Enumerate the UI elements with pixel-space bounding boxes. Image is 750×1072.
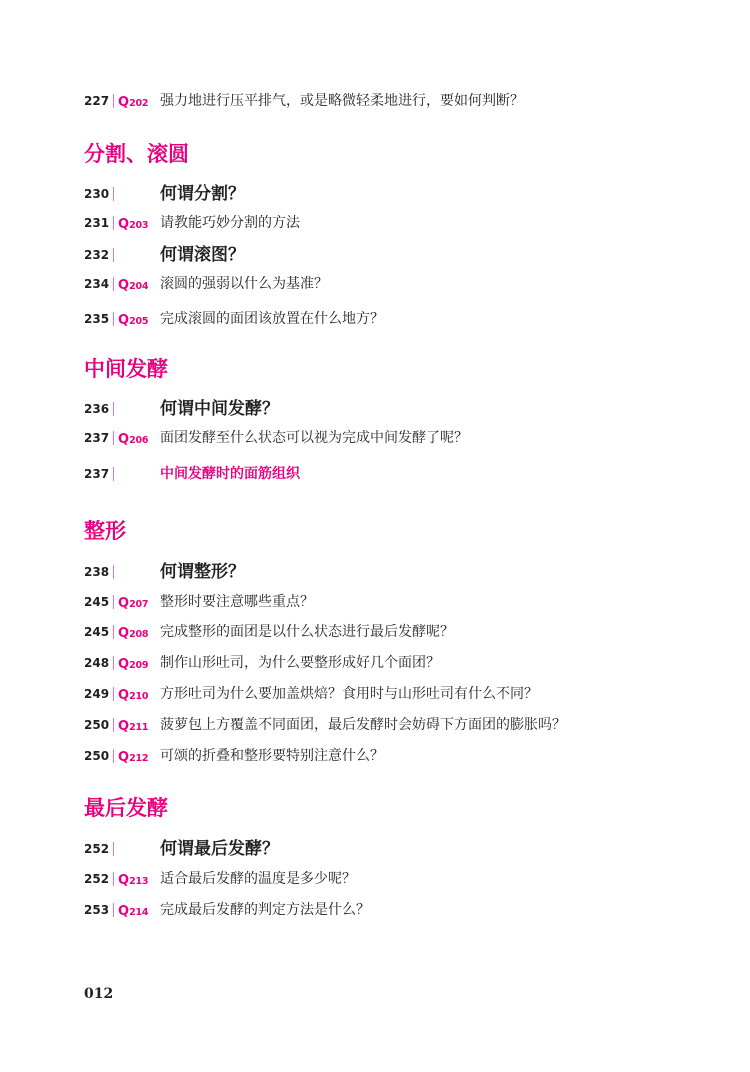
divider: [113, 312, 114, 326]
question-index: 205: [129, 316, 149, 327]
toc-entry[interactable]: [0, 304, 750, 334]
toc-page-number: 252: [84, 842, 110, 856]
toc-page-number: 250: [84, 749, 110, 763]
toc-entry-title: 完成最后发酵的判定方法是什么？: [160, 902, 370, 918]
toc-page-number: 232: [84, 248, 110, 262]
divider: [113, 749, 114, 763]
toc-entry-title: 何谓中间发酵？: [160, 399, 279, 419]
divider: [113, 903, 114, 917]
toc-page-number: 227: [84, 94, 110, 108]
question-index: 212: [129, 753, 149, 764]
question-index: 213: [129, 876, 149, 887]
toc-page-number: 237: [84, 431, 110, 445]
toc-entry[interactable]: [0, 617, 750, 647]
toc-entry-title: 完成滚圆的面团该放置在什么地方？: [160, 311, 384, 327]
divider: [113, 625, 114, 639]
question-index: 203: [129, 220, 149, 231]
toc-entry[interactable]: [0, 240, 750, 270]
question-letter: Q: [118, 873, 130, 888]
toc-entry[interactable]: [0, 834, 750, 864]
toc-page-number: 245: [84, 595, 110, 609]
toc-entry-title: 面团发酵至什么状态可以视为完成中间发酵了呢？: [160, 430, 468, 446]
toc-page-number: 230: [84, 187, 110, 201]
question-letter: Q: [118, 904, 130, 919]
toc-page-number: 248: [84, 656, 110, 670]
toc-entry[interactable]: [0, 459, 750, 489]
toc-entry-title: 何谓最后发酵？: [160, 839, 279, 859]
question-number: [118, 648, 148, 681]
toc-entry[interactable]: [0, 208, 750, 238]
question-number: [118, 741, 148, 774]
question-index: 208: [129, 629, 149, 640]
divider: [113, 595, 114, 609]
divider: [113, 718, 114, 732]
toc-page-number: 252: [84, 872, 110, 886]
question-number: [118, 269, 148, 302]
question-number: [118, 587, 148, 620]
question-index: 206: [129, 435, 149, 446]
toc-entry-title: 请教能巧妙分割的方法: [160, 215, 300, 231]
question-letter: Q: [118, 278, 130, 293]
toc-page-number: 235: [84, 312, 110, 326]
divider: [113, 277, 114, 291]
question-letter: Q: [118, 626, 130, 641]
question-letter: Q: [118, 688, 130, 703]
divider: [113, 431, 114, 445]
question-index: 210: [129, 691, 149, 702]
question-number: [118, 864, 148, 897]
toc-entry-title: 何谓滚图？: [160, 245, 245, 265]
question-number: [118, 679, 148, 712]
toc-entry[interactable]: [0, 86, 750, 116]
question-number: [118, 895, 148, 928]
section-heading: 最后发酵: [84, 796, 168, 820]
divider: [113, 872, 114, 886]
question-index: 202: [129, 98, 149, 109]
divider: [113, 94, 114, 108]
divider: [113, 842, 114, 856]
toc-entry[interactable]: [0, 741, 750, 771]
toc-entry-title: 整形时要注意哪些重点？: [160, 594, 314, 610]
toc-page-number: 245: [84, 625, 110, 639]
question-letter: Q: [118, 432, 130, 447]
divider: [113, 565, 114, 579]
question-number: [118, 423, 148, 456]
toc-entry-title: 可颂的折叠和整形要特别注意什么？: [160, 748, 384, 764]
toc-page-number: 236: [84, 402, 110, 416]
toc-page-number: 234: [84, 277, 110, 291]
toc-entry-title: 菠萝包上方覆盖不同面团，最后发酵时会妨碍下方面团的膨胀吗？: [160, 717, 566, 733]
question-index: 209: [129, 660, 149, 671]
question-number: [118, 710, 148, 743]
question-index: 204: [129, 281, 149, 292]
toc-entry-title: 完成整形的面团是以什么状态进行最后发酵呢？: [160, 624, 454, 640]
toc-page-number: 238: [84, 565, 110, 579]
question-number: [118, 304, 148, 337]
divider: [113, 216, 114, 230]
divider: [113, 248, 114, 262]
toc-entry[interactable]: [0, 269, 750, 299]
question-letter: Q: [118, 313, 130, 328]
toc-entry-title: 滚圆的强弱以什么为基准？: [160, 276, 328, 292]
question-letter: Q: [118, 750, 130, 765]
question-letter: Q: [118, 719, 130, 734]
toc-entry[interactable]: [0, 679, 750, 709]
toc-entry[interactable]: [0, 864, 750, 894]
toc-entry-title: 方形吐司为什么要加盖烘焙？食用时与山形吐司有什么不同？: [160, 686, 538, 702]
toc-entry[interactable]: [0, 557, 750, 587]
question-number: [118, 208, 148, 241]
toc-entry-title: 适合最后发酵的温度是多少呢？: [160, 871, 356, 887]
toc-entry[interactable]: [0, 587, 750, 617]
toc-page-number: 249: [84, 687, 110, 701]
toc-page-number: 237: [84, 467, 110, 481]
section-heading: 整形: [84, 519, 126, 543]
toc-entry[interactable]: [0, 895, 750, 925]
toc-page-number: 231: [84, 216, 110, 230]
question-number: [118, 86, 148, 119]
question-letter: Q: [118, 217, 130, 232]
toc-entry[interactable]: [0, 423, 750, 453]
question-index: 207: [129, 599, 149, 610]
toc-entry[interactable]: [0, 648, 750, 678]
divider: [113, 467, 114, 481]
question-letter: Q: [118, 657, 130, 672]
section-heading: 分割、滚圆: [84, 142, 189, 166]
toc-entry-title: 何谓分割？: [160, 184, 245, 204]
toc-entry[interactable]: [0, 179, 750, 209]
section-heading: 中间发酵: [84, 357, 168, 381]
divider: [113, 656, 114, 670]
question-number: [118, 617, 148, 650]
question-letter: Q: [118, 95, 130, 110]
toc-entry-title: 何谓整形？: [160, 562, 245, 582]
page-number: 012: [84, 986, 114, 1002]
question-letter: Q: [118, 596, 130, 611]
divider: [113, 187, 114, 201]
toc-entry-title: 中间发酵时的面筋组织: [160, 466, 300, 482]
toc-entry-title: 制作山形吐司，为什么要整形成好几个面团？: [160, 655, 440, 671]
toc-entry[interactable]: [0, 394, 750, 424]
question-index: 211: [129, 722, 149, 733]
toc-page-number: 250: [84, 718, 110, 732]
divider: [113, 402, 114, 416]
toc-entry[interactable]: [0, 710, 750, 740]
toc-page-number: 253: [84, 903, 110, 917]
divider: [113, 687, 114, 701]
question-index: 214: [129, 907, 149, 918]
toc-entry-title: 强力地进行压平排气，或是略微轻柔地进行，要如何判断？: [160, 93, 524, 109]
